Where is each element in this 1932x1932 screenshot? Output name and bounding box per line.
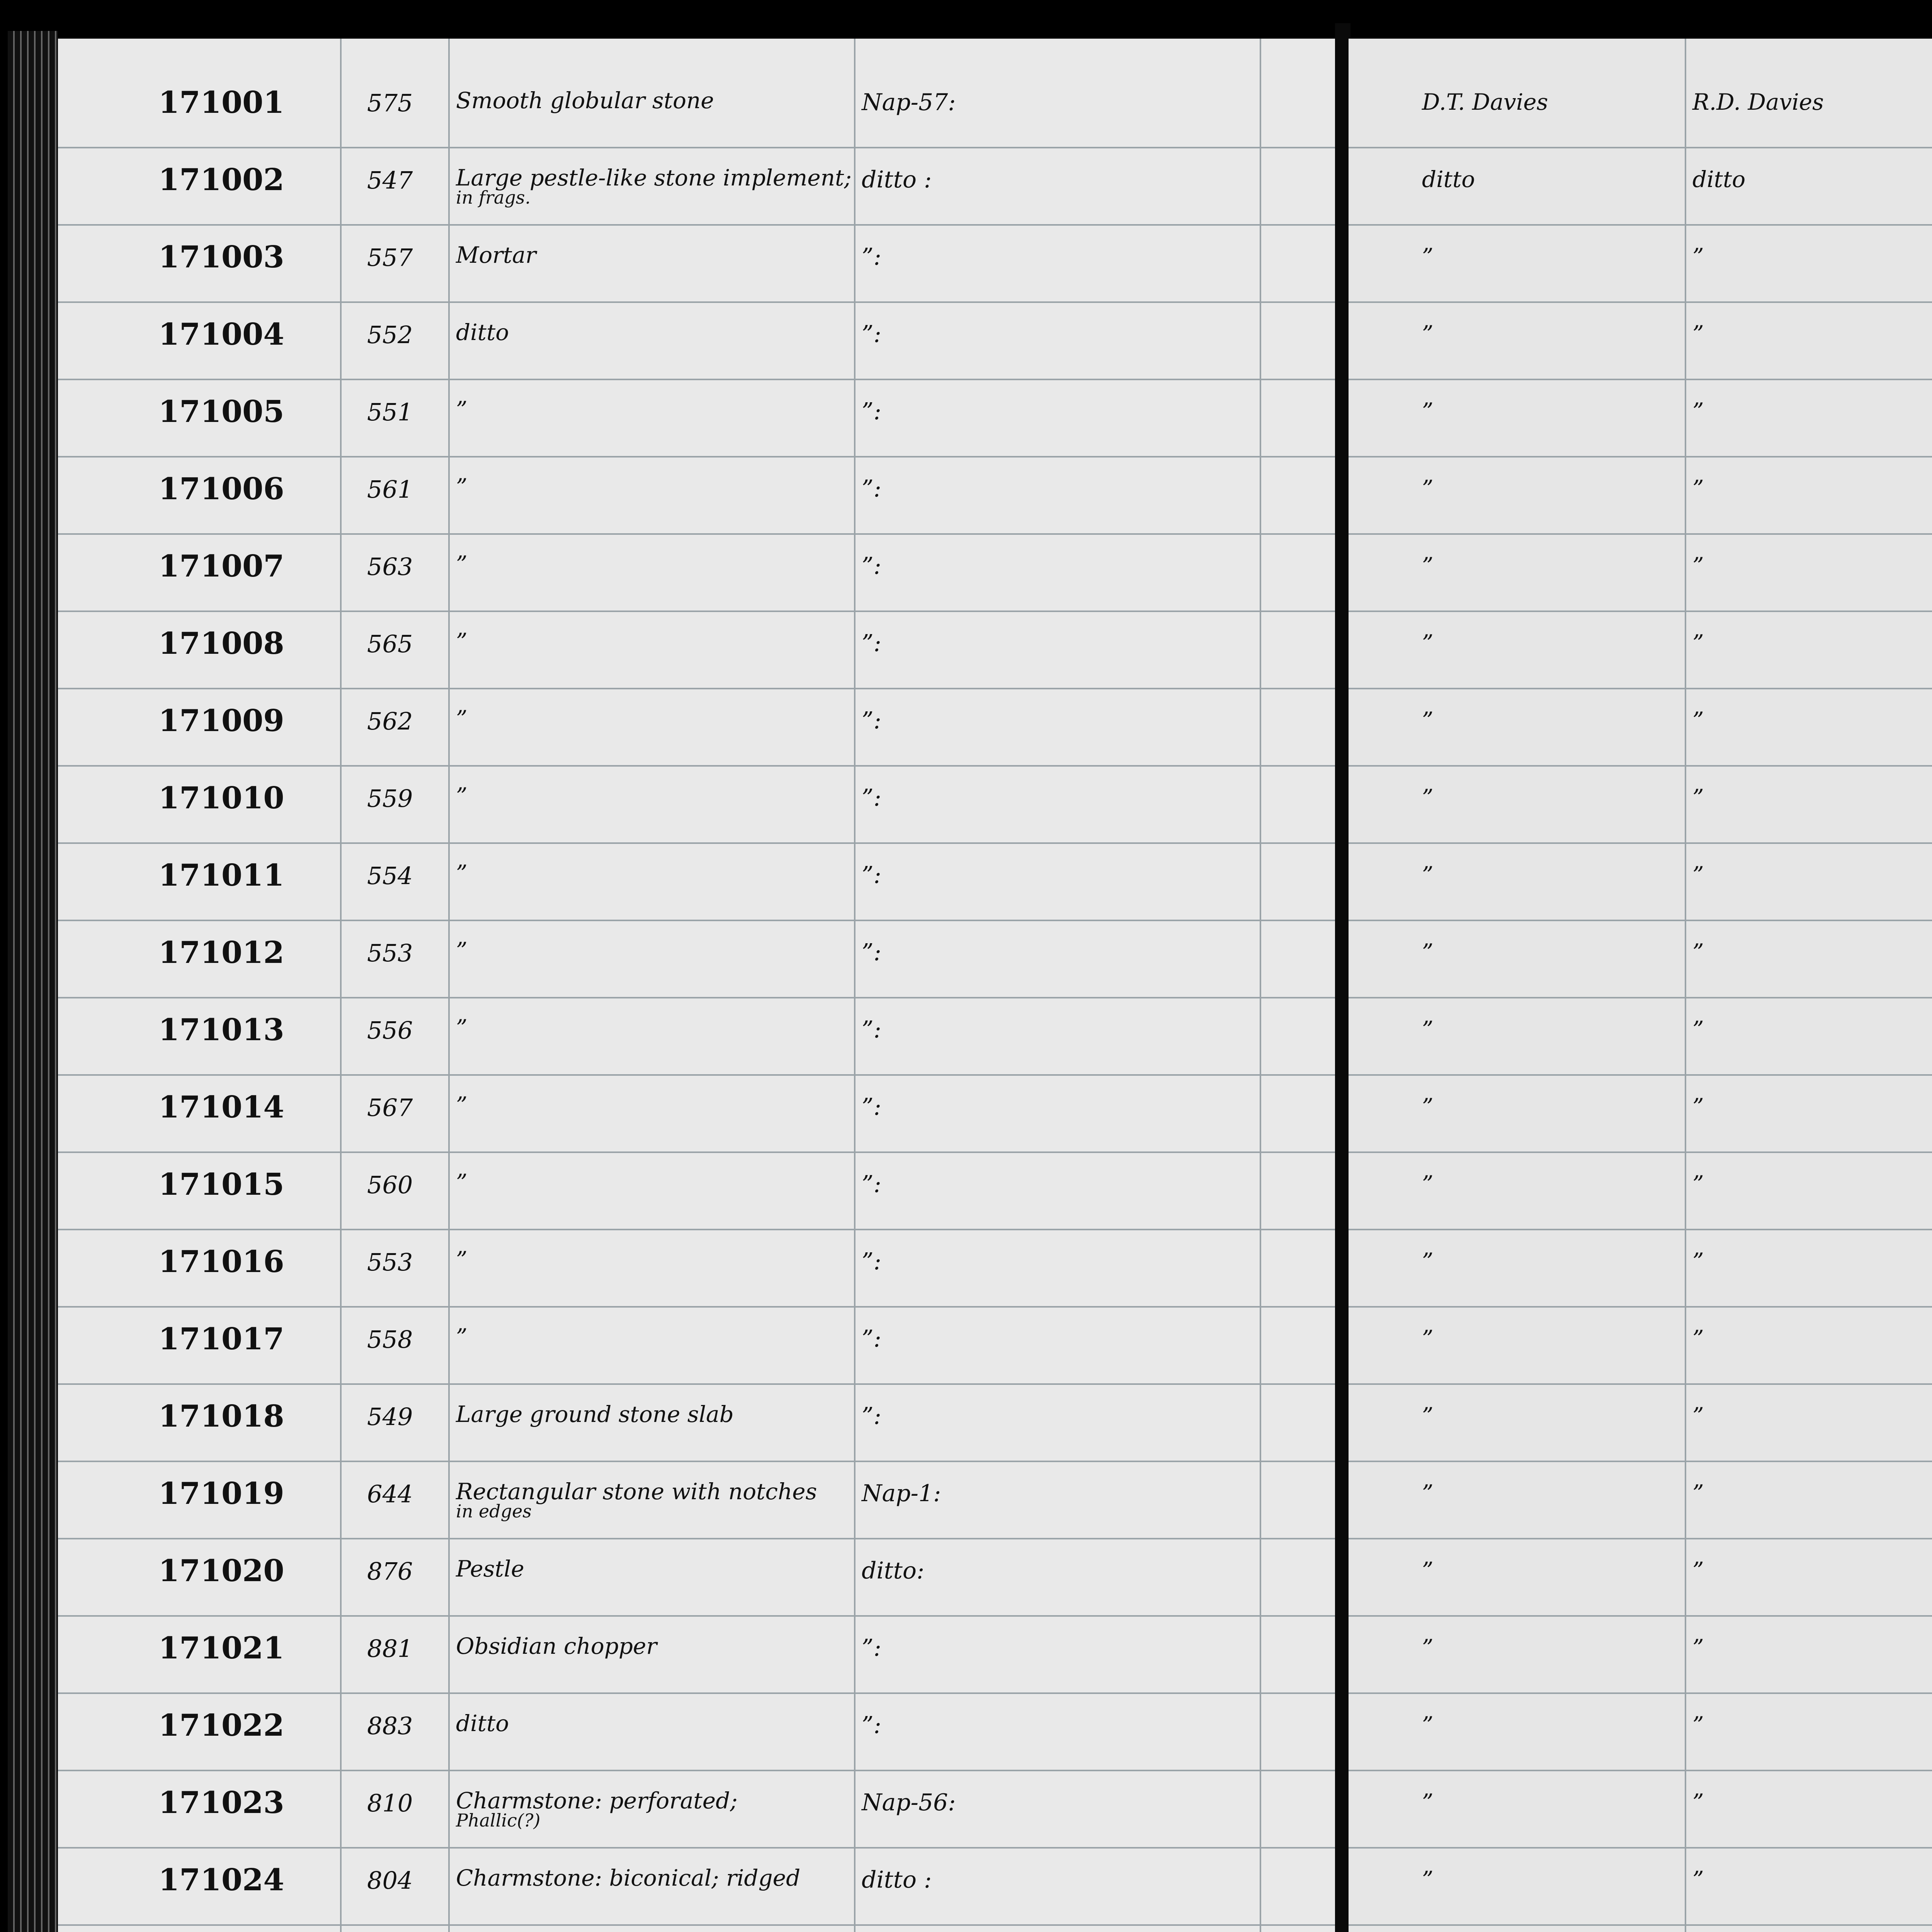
field-number: 575: [367, 89, 413, 117]
ledger-row-right: [1349, 858, 1932, 935]
field-number: 559: [367, 784, 413, 813]
description-text: Mortar: [456, 242, 536, 268]
description-text: Rectangular stone with notches: [456, 1478, 817, 1505]
ledger-row-right: [1349, 1399, 1932, 1476]
site-reference: Nap-57:: [862, 89, 956, 116]
collector: ”: [1422, 1712, 1434, 1738]
field-number: 554: [367, 862, 413, 890]
description: [456, 1710, 509, 1734]
field-number: 644: [367, 1480, 413, 1508]
field-number: 553: [367, 1248, 413, 1276]
donor: ”: [1692, 1248, 1704, 1274]
page-edges: [8, 31, 58, 1932]
donor: ditto: [1692, 166, 1746, 192]
field-number: 567: [367, 1094, 413, 1122]
collector: ”: [1422, 630, 1434, 656]
collector: ”: [1422, 939, 1434, 965]
field-number: 547: [367, 166, 413, 194]
catalog-number: 171014: [158, 1090, 284, 1125]
description: [456, 165, 852, 206]
description: [456, 396, 468, 423]
donor: ”: [1692, 398, 1704, 424]
ledger-row-right: [1349, 1476, 1932, 1553]
collector: ”: [1422, 1789, 1434, 1815]
donor: ”: [1692, 1712, 1704, 1738]
field-number: 804: [367, 1866, 413, 1895]
collector: ”: [1422, 243, 1434, 270]
site-reference: ”:: [862, 1248, 881, 1275]
description-text: ”: [456, 937, 468, 964]
ledger-row-left: [58, 858, 1341, 935]
description-text: ”: [456, 1247, 468, 1273]
site-reference: ”:: [862, 1016, 881, 1043]
description-text: ”: [456, 551, 468, 577]
ledger-row-left: [58, 935, 1341, 1012]
site-reference: ”:: [862, 939, 881, 966]
description: [456, 1865, 800, 1889]
ledger-row-left: [58, 1862, 1341, 1932]
catalog-number: 171001: [158, 85, 284, 120]
field-number: 881: [367, 1634, 413, 1663]
description: [456, 1092, 468, 1116]
donor: ”: [1692, 475, 1704, 502]
ledger-row-left: [58, 1090, 1341, 1167]
field-number: 810: [367, 1789, 413, 1817]
description: [456, 937, 468, 964]
description: [456, 1556, 524, 1580]
description: [456, 474, 468, 498]
site-reference: ”:: [862, 1325, 881, 1352]
description: [456, 1478, 817, 1520]
collector: ”: [1422, 862, 1434, 888]
donor: ”: [1692, 1325, 1704, 1352]
field-number: 562: [367, 707, 413, 735]
description-text: ”: [456, 474, 468, 500]
book-spine: [1335, 23, 1350, 1932]
ledger-row-left: [58, 1321, 1341, 1399]
ledger-row-right: [1349, 1321, 1932, 1399]
collector: ”: [1422, 1403, 1434, 1429]
ledger-row-left: [58, 471, 1341, 549]
description-text: ditto: [456, 319, 509, 345]
description-text: ”: [456, 1092, 468, 1118]
collector: ”: [1422, 553, 1434, 579]
site-reference: ”:: [862, 630, 881, 657]
ledger-row-left: [58, 549, 1341, 626]
collector: ”: [1422, 475, 1434, 502]
description-text: Obsidian chopper: [456, 1633, 657, 1659]
description: [456, 1324, 468, 1348]
ledger-row-left: [58, 162, 1341, 240]
collector: ”: [1422, 321, 1434, 347]
ledger-row-right: [1349, 781, 1932, 858]
catalog-number: 171012: [158, 935, 284, 970]
ledger-row-left: [58, 1244, 1341, 1321]
donor: ”: [1692, 630, 1704, 656]
ledger-row-right: [1349, 626, 1932, 703]
collector: ”: [1422, 1248, 1434, 1274]
site-reference: ”:: [862, 1094, 881, 1121]
ledger-row-right: [1349, 1167, 1932, 1244]
field-number: 560: [367, 1171, 413, 1199]
ledger-row-left: [58, 1708, 1341, 1785]
ledger-row-left: [58, 317, 1341, 394]
catalog-number: 171013: [158, 1012, 284, 1048]
catalog-number: 171008: [158, 626, 284, 661]
catalog-number: 171007: [158, 549, 284, 584]
site-reference: ”:: [862, 1403, 881, 1430]
ledger-row-left: [58, 1012, 1341, 1090]
ledger-row-left: [58, 1476, 1341, 1553]
description-text: ditto: [456, 1710, 509, 1736]
ledger-row-right: [1349, 1012, 1932, 1090]
description-text: Smooth globular stone: [456, 87, 714, 114]
description-note: in edges: [456, 1501, 532, 1522]
collector: ”: [1422, 1094, 1434, 1120]
ledger-row-left: [58, 703, 1341, 781]
donor: ”: [1692, 1403, 1704, 1429]
site-reference: ”:: [862, 862, 881, 889]
donor: ”: [1692, 939, 1704, 965]
description: [456, 1401, 734, 1425]
ledger-row-right: [1349, 1862, 1932, 1932]
donor: ”: [1692, 707, 1704, 733]
description: [456, 1015, 468, 1039]
ledger-row-right: [1349, 1785, 1932, 1862]
description-text: ”: [456, 1324, 468, 1350]
ledger-row-left: [58, 781, 1341, 858]
site-reference: ”:: [862, 707, 881, 734]
ledger-row-left: [58, 394, 1341, 471]
ledger-row-left: [58, 1167, 1341, 1244]
field-number: 553: [367, 939, 413, 967]
ledger-row-left: [58, 85, 1341, 162]
description: [456, 1787, 738, 1829]
catalog-number: 171023: [158, 1785, 284, 1820]
catalog-number: 171018: [158, 1399, 284, 1434]
catalog-number: 171016: [158, 1244, 284, 1279]
ledger-row-left: [58, 1399, 1341, 1476]
site-reference: ”:: [862, 1634, 881, 1662]
field-number: 565: [367, 630, 413, 658]
catalog-number: 171015: [158, 1167, 284, 1202]
catalog-number: 171017: [158, 1321, 284, 1357]
collector: ”: [1422, 398, 1434, 424]
description-note: in frags.: [456, 187, 531, 208]
description-note: Phallic(?): [456, 1810, 541, 1831]
description: [456, 1633, 657, 1657]
ledger-row-right: [1349, 1244, 1932, 1321]
collector: ”: [1422, 784, 1434, 811]
field-number: 563: [367, 553, 413, 581]
donor: ”: [1692, 1866, 1704, 1893]
ledger-row-left: [58, 1553, 1341, 1631]
donor: ”: [1692, 1634, 1704, 1661]
description-text: Charmstone: perforated;: [456, 1787, 738, 1814]
collector: ”: [1422, 1325, 1434, 1352]
site-reference: ”:: [862, 1712, 881, 1739]
field-number: 551: [367, 398, 413, 426]
collector: ”: [1422, 1480, 1434, 1506]
site-reference: Nap-56:: [862, 1789, 956, 1816]
description: [456, 551, 468, 575]
description-text: ”: [456, 1015, 468, 1041]
collector: ”: [1422, 1866, 1434, 1893]
field-number: 558: [367, 1325, 413, 1354]
site-reference: ditto:: [862, 1557, 925, 1584]
description: [456, 860, 468, 884]
ledger-row-right: [1349, 317, 1932, 394]
ledger-row-right: [1349, 703, 1932, 781]
catalog-number: 171019: [158, 1476, 284, 1511]
donor: ”: [1692, 1094, 1704, 1120]
ledger-row-right: [1349, 1553, 1932, 1631]
description-text: Large pestle-like stone implement;: [456, 165, 852, 191]
site-reference: ”:: [862, 243, 881, 270]
site-reference: ”:: [862, 553, 881, 580]
donor: ”: [1692, 1480, 1704, 1506]
collector: D.T. Davies: [1422, 89, 1548, 115]
description-text: Large ground stone slab: [456, 1401, 734, 1427]
catalog-number: 171003: [158, 240, 284, 275]
donor: ”: [1692, 1557, 1704, 1583]
ledger-row-right: [1349, 1631, 1932, 1708]
catalog-number: 171022: [158, 1708, 284, 1743]
ledger-row-right: [1349, 471, 1932, 549]
ledger-row-left: [58, 240, 1341, 317]
description-text: ”: [456, 396, 468, 423]
description: [456, 628, 468, 655]
ledger-row-left: [58, 1785, 1341, 1862]
ledger-row-right: [1349, 240, 1932, 317]
donor: ”: [1692, 1016, 1704, 1043]
ledger-row-right: [1349, 85, 1932, 162]
donor: ”: [1692, 243, 1704, 270]
ledger-row-right: [1349, 549, 1932, 626]
donor: ”: [1692, 1171, 1704, 1197]
ledger-row-right: [1349, 935, 1932, 1012]
field-number: 557: [367, 243, 413, 272]
right-page: [1349, 39, 1932, 1932]
description: [456, 1247, 468, 1273]
site-reference: ”:: [862, 784, 881, 811]
site-reference: ”:: [862, 1171, 881, 1198]
donor: ”: [1692, 321, 1704, 347]
description-text: ”: [456, 628, 468, 655]
catalog-number: 171020: [158, 1553, 284, 1588]
site-reference: ditto :: [862, 1866, 932, 1893]
description-text: ”: [456, 783, 468, 809]
donor: R.D. Davies: [1692, 89, 1824, 115]
ledger-row-right: [1349, 162, 1932, 240]
site-reference: ”:: [862, 321, 881, 348]
collector: ”: [1422, 1171, 1434, 1197]
ledger-row-left: [58, 1631, 1341, 1708]
catalog-number: 171021: [158, 1631, 284, 1666]
donor: ”: [1692, 1789, 1704, 1815]
ledger-row-right: [1349, 394, 1932, 471]
ledger-row-left: [58, 626, 1341, 703]
description-text: Charmstone: biconical; ridged: [456, 1865, 801, 1891]
catalog-number: 171006: [158, 471, 284, 507]
description: [456, 87, 714, 114]
collector: ”: [1422, 1557, 1434, 1583]
description: [456, 783, 468, 807]
description: [456, 706, 468, 730]
description: [456, 319, 509, 343]
description: [456, 1169, 468, 1196]
collector: ditto: [1422, 166, 1475, 192]
left-page: [58, 39, 1341, 1932]
catalog-number: 171005: [158, 394, 284, 429]
description-text: ”: [456, 860, 468, 886]
site-reference: ”:: [862, 475, 881, 502]
collector: ”: [1422, 1016, 1434, 1043]
site-reference: ditto :: [862, 166, 932, 193]
catalog-number: 171011: [158, 858, 284, 893]
field-number: 561: [367, 475, 413, 503]
donor: ”: [1692, 862, 1704, 888]
catalog-number: 171004: [158, 317, 284, 352]
collector: ”: [1422, 707, 1434, 733]
catalog-number: 171024: [158, 1862, 284, 1898]
field-number: 876: [367, 1557, 413, 1585]
description: [456, 242, 536, 266]
site-reference: ”:: [862, 398, 881, 425]
donor: ”: [1692, 784, 1704, 811]
field-number: 556: [367, 1016, 413, 1044]
catalog-number: 171009: [158, 703, 284, 738]
donor: ”: [1692, 553, 1704, 579]
description-text: ”: [456, 1169, 468, 1196]
catalog-number: 171002: [158, 162, 284, 197]
collector: ”: [1422, 1634, 1434, 1661]
field-number: 549: [367, 1403, 413, 1431]
field-number: 883: [367, 1712, 413, 1740]
ledger-row-right: [1349, 1090, 1932, 1167]
field-number: 552: [367, 321, 413, 349]
catalog-number: 171010: [158, 781, 284, 816]
description-text: Pestle: [456, 1556, 524, 1582]
ledger-row-right: [1349, 1708, 1932, 1785]
description-text: ”: [456, 706, 468, 732]
site-reference: Nap-1:: [862, 1480, 941, 1507]
